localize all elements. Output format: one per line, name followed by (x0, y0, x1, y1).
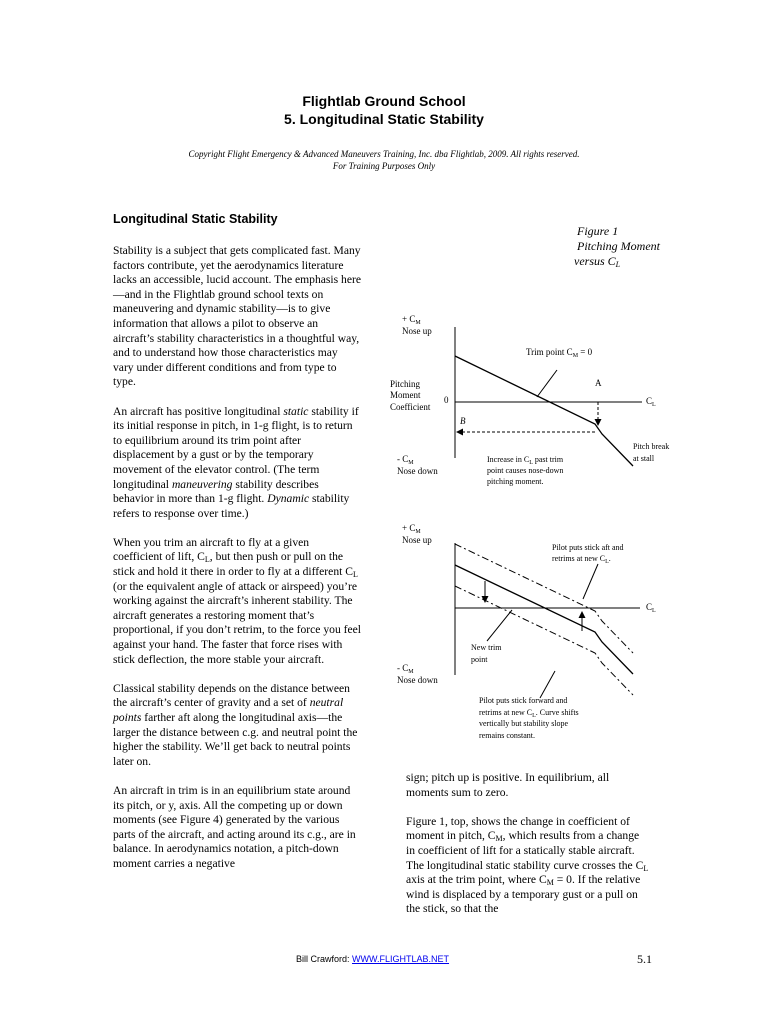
stability-curve (455, 356, 633, 466)
trim-point-pointer (537, 370, 557, 397)
svg-text:Trim point CM = 0: Trim point $C_M = 0$ (526, 347, 593, 359)
svg-text:0: 0 (444, 395, 449, 405)
paragraph: An aircraft has positive longitudinal static stability if its initial response in pitch, in 1-g flight, is to return to equilibrium around its trim point after displacement by a gust or by the temporary movement of the elevator control. (The term longitudinal maneuvering stability describes behavior in more than 1-g flight. Dynamic stability refers to response over time.) (113, 404, 359, 520)
svg-text:New trim: New trim (471, 643, 502, 652)
svg-text:CL: $C_L$ (646, 602, 656, 614)
section-heading: Longitudinal Static Stability (113, 212, 278, 226)
paragraph: Classical stability depends on the distance between the aircraft’s center of gravity and a set of neutral points farther aft along the longitudinal axis—the larger the distance between c.g. and neutral point the higher the stability. We’ll get back to neutral points later on. (113, 681, 358, 768)
svg-text:+ CM: + $C_M$ (402, 314, 421, 326)
svg-text:Nose up: Nose up (402, 326, 432, 336)
svg-text:Pilot puts stick forward and: Pilot puts stick forward and (479, 696, 568, 705)
copyright-notice: Copyright Flight Emergency & Advanced Maneuvers Training, Inc. dba Flightlab, 2009. All rights reserved. (188, 149, 580, 159)
left-column (113, 244, 361, 886)
svg-text:A: A (595, 378, 602, 388)
footer-link[interactable]: WWW.FLIGHTLAB.NET (352, 954, 450, 964)
svg-text:B: B (460, 416, 466, 426)
svg-text:Nose up: Nose up (402, 535, 432, 545)
aft-pointer (583, 564, 598, 599)
paragraph: Figure 1, top, shows the change in coefficient of moment in pitch, $C_M$, which results from a change in coefficient of lift for a statically stable aircraft. The longitudinal static stability curve crosses the $C_L$ axis at the trim point, where $C_M = 0$. If the relative wind is displaced by a temporary gust or a pull on the stick, so that the (406, 814, 649, 916)
svg-text:+ CM: + $C_M$ (402, 523, 421, 535)
svg-text:- CM: - $C_M$ (397, 454, 414, 466)
svg-text:point: point (471, 655, 488, 664)
svg-text:Moment: Moment (390, 390, 421, 400)
forward-pointer (540, 671, 555, 698)
footer-author: Bill Crawford: WWW.FLIGHTLAB.NET (296, 954, 450, 964)
svg-text:remains constant.: remains constant. (479, 731, 535, 740)
svg-text:Pilot puts stick aft and: Pilot puts stick aft and (552, 543, 624, 552)
svg-text:pitching moment.: pitching moment. (487, 477, 544, 486)
right-column (406, 771, 650, 932)
svg-text:Increase in CL past trim: Increase in $C_L$ past trim (487, 455, 564, 466)
svg-text:- CM: - $C_M$ (397, 663, 414, 675)
figure-caption: Figure 1 Pitching Moment versus $C_L$ (574, 224, 660, 269)
chapter-title: 5. Longitudinal Static Stability (284, 111, 484, 127)
training-notice: For Training Purposes Only (332, 161, 436, 171)
svg-text:Pitch break: Pitch break (633, 442, 670, 451)
svg-text:Nose down: Nose down (397, 675, 438, 685)
paragraph: sign; pitch up is positive. In equilibrium, all moments sum to zero. (406, 771, 610, 799)
lower-shifted-curve (455, 586, 633, 695)
svg-text:vertically but stability slope: vertically but stability slope (479, 719, 569, 728)
paragraph: When you trim an aircraft to fly at a given coefficient of lift, $C_L$, but then push or pull on the stick and hold it there in order to fly at a different $C_L$ (or the equivalent angle of attack or airspeed) you’re working against the aircraft’s inherent stability. The aircraft generates a restoring moment that’s proportional, if you don’t retrim, to the force you feel against your hand. The faster that force rises with stick deflection, the more stable your aircraft. (113, 535, 362, 666)
paragraph: Stability is a subject that gets complicated fast. Many factors contribute, yet the aerodynamics literature lacks an accessible, lucid account. The emphasis here—and in the Flightlab ground school texts on maneuvering and dynamic stability—is to give information that allows a pilot to observe an aircraft’s stability characteristics in a thoughtful way, and to understand how those characteristics may vary under different conditions and from type to type. (113, 244, 361, 389)
svg-text:Pitching: Pitching (390, 379, 421, 389)
svg-text:point causes nose-down: point causes nose-down (487, 466, 564, 475)
svg-text:at stall: at stall (633, 454, 655, 463)
document-title: Flightlab Ground School (302, 93, 466, 109)
svg-text:CL: $C_L$ (646, 396, 656, 408)
page-number: 5.1 (637, 952, 652, 966)
svg-text:retrims at new CL.: retrims at new $C_L$. (552, 554, 611, 565)
svg-text:Nose down: Nose down (397, 466, 438, 476)
pitching-moment-figure (385, 305, 685, 755)
svg-text:retrims at new CL. Curve shift: retrims at new $C_L$. Curve shifts (479, 708, 579, 719)
paragraph: An aircraft in trim is in an equilibrium state around its pitch, or y, axis. All the competing up or down moments (see Figure 4) generated by the various parts of the aircraft, and acting around its c.g., are in balance. In aerodynamics notation, a pitch-down moment carries a negative (113, 783, 356, 870)
new-trim-pointer (487, 610, 512, 641)
svg-text:Coefficient: Coefficient (390, 402, 431, 412)
